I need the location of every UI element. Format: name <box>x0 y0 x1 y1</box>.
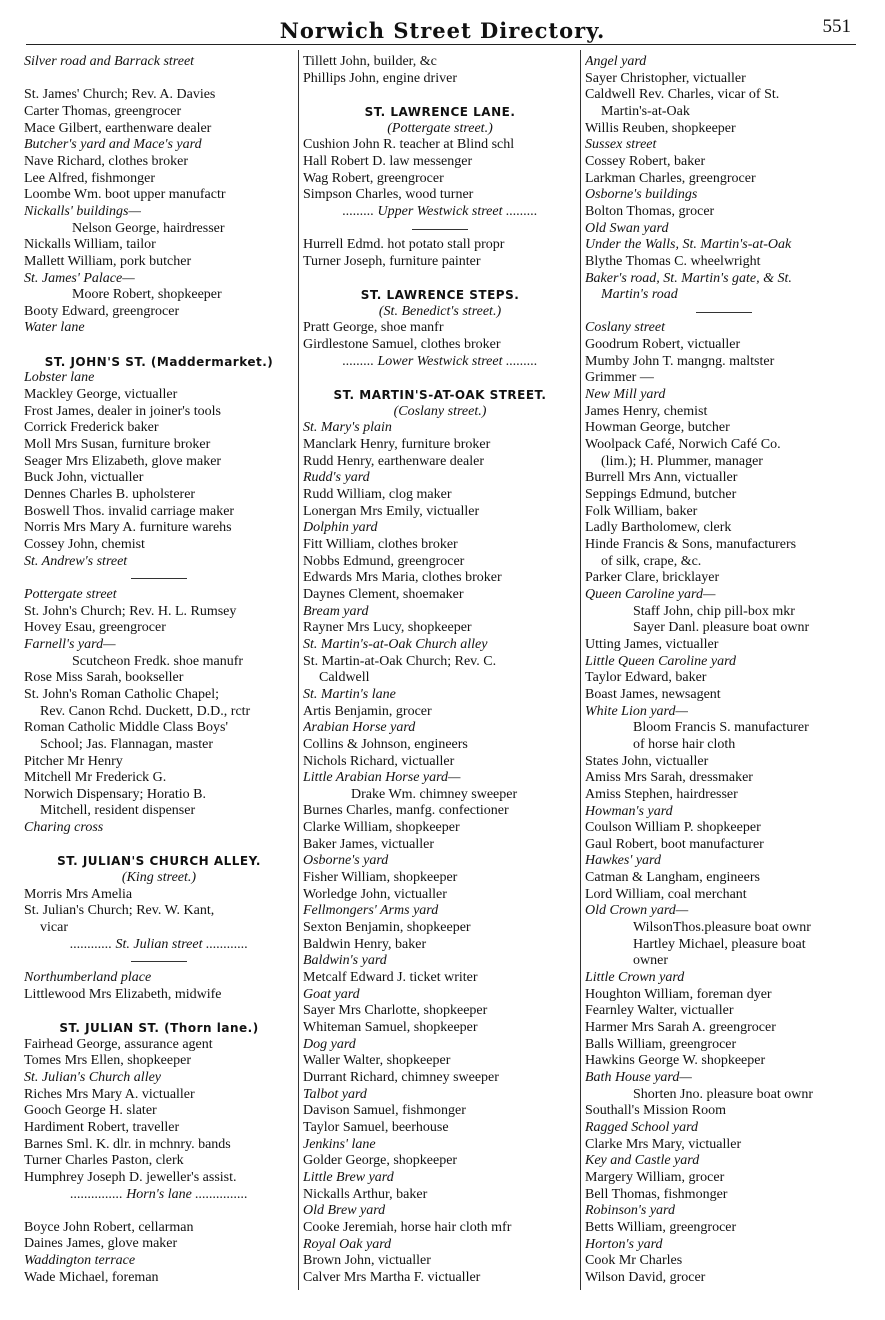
directory-entry: Margery William, grocer <box>585 1169 725 1185</box>
directory-entry: Nobbs Edmund, greengrocer <box>303 553 465 569</box>
directory-entry: Burrell Mrs Ann, victualler <box>585 470 738 486</box>
directory-entry: St. Martin-at-Oak Church; Rev. C. <box>303 653 497 669</box>
directory-entry: Boyce John Robert, cellarman <box>24 1219 194 1235</box>
street-label: Rudd's yard <box>303 470 370 486</box>
directory-entry: Cossey John, chemist <box>24 537 145 552</box>
directory-entry: Pratt George, shoe manfr <box>303 320 444 336</box>
column-divider <box>298 50 299 1290</box>
directory-entry: Cossey Robert, baker <box>585 153 706 169</box>
directory-entry: Caldwell Rev. Charles, vicar of St. <box>585 87 780 103</box>
directory-entry-indented: WilsonThos.pleasure boat ownr <box>633 920 811 936</box>
street-label: Horton's yard <box>585 1236 663 1252</box>
section-heading: ST. MARTIN'S-AT-OAK STREET. <box>333 388 547 403</box>
directory-entry: Calver Mrs Martha F. victualler <box>303 1269 481 1285</box>
directory-column-2 <box>303 54 577 1294</box>
directory-entry: Rudd Henry, earthenware dealer <box>303 453 485 469</box>
directory-entry-indented: of horse hair cloth <box>633 736 736 752</box>
directory-entry: Phillips John, engine driver <box>303 70 457 86</box>
directory-entry: Tomes Mrs Ellen, shopkeeper <box>24 1053 191 1069</box>
directory-entry: Mallett William, pork butcher <box>24 253 192 269</box>
street-label: Baldwin's yard <box>303 953 387 969</box>
directory-entry: Balls William, greengrocer <box>585 1036 737 1052</box>
directory-entry: Mace Gilbert, earthenware dealer <box>24 120 212 136</box>
section-subheading: (King street.) <box>121 870 197 886</box>
street-label: Pottergate street <box>24 586 117 602</box>
street-label: Queen Caroline yard— <box>585 586 716 602</box>
directory-entry: Cushion John R. teacher at Blind schl <box>303 137 515 153</box>
directory-entry: Fisher William, shopkeeper <box>303 870 458 886</box>
street-label: St. Julian's Church alley <box>24 1069 162 1085</box>
directory-entry: Bolton Thomas, grocer <box>585 203 715 219</box>
cross-street-label: ............... Horn's lane ............... <box>70 1186 248 1202</box>
street-label: Little Queen Caroline yard <box>585 653 736 669</box>
directory-entry: Daynes Clement, shoemaker <box>303 586 464 602</box>
street-label: Under the Walls, St. Martin's-at-Oak <box>585 237 792 253</box>
directory-entry: St. Julian's Church; Rev. W. Kant, <box>24 903 215 919</box>
street-label: New Mill yard <box>585 387 666 403</box>
street-label: Dolphin yard <box>303 520 378 536</box>
section-heading: ST. LAWRENCE LANE. <box>364 104 516 119</box>
directory-entry: Utting James, victualler <box>585 636 719 652</box>
directory-entry: Blythe Thomas C. wheelwright <box>585 253 761 269</box>
street-label: White Lion yard— <box>585 703 688 719</box>
street-label: Howman's yard <box>585 803 673 819</box>
directory-entry-indented: Drake Wm. chimney sweeper <box>351 786 518 802</box>
directory-entry: Mackley George, victualler <box>24 387 178 403</box>
directory-entry: Collins & Johnson, engineers <box>303 736 468 752</box>
directory-entry: Humphrey Joseph D. jeweller's assist. <box>24 1169 237 1185</box>
entry-continuation: of silk, crape, &c. <box>601 553 702 569</box>
directory-entry: Catman & Langham, engineers <box>585 870 760 886</box>
directory-entry: Morris Mrs Amelia <box>24 886 133 902</box>
street-label: Key and Castle yard <box>585 1153 700 1169</box>
street-label: Osborne's buildings <box>585 187 698 203</box>
directory-entry: Grimmer — <box>585 370 654 386</box>
directory-entry: Bell Thomas, fishmonger <box>585 1186 728 1202</box>
directory-entry: Lee Alfred, fishmonger <box>24 170 156 186</box>
street-label: Baker's road, St. Martin's gate, & St. <box>585 270 792 286</box>
directory-entry: Girdlestone Samuel, clothes broker <box>303 337 501 353</box>
directory-entry: Daines James, glove maker <box>24 1236 178 1252</box>
directory-entry: Hawkins George W. shopkeeper <box>585 1053 766 1069</box>
directory-entry: Wade Michael, foreman <box>24 1269 159 1285</box>
directory-entry: Turner Joseph, furniture painter <box>303 253 481 269</box>
directory-entry-indented: owner <box>633 953 668 969</box>
street-label: Little Brew yard <box>303 1169 394 1185</box>
directory-entry: Rudd William, clog maker <box>303 487 452 502</box>
street-label: Royal Oak yard <box>303 1236 392 1252</box>
directory-entry: Boswell Thos. invalid carriage maker <box>24 503 235 519</box>
directory-entry-indented: Shorten Jno. pleasure boat ownr <box>633 1086 814 1102</box>
directory-entry: Coulson William P. shopkeeper <box>585 820 761 836</box>
directory-entry: Dennes Charles B. upholsterer <box>24 487 196 503</box>
directory-entry: Metcalf Edward J. ticket writer <box>303 970 478 986</box>
street-label: St. Andrew's street <box>24 553 128 569</box>
directory-entry: Waller Walter, shopkeeper <box>303 1053 451 1069</box>
directory-entry: Willis Reuben, shopkeeper <box>585 120 736 136</box>
section-heading: ST. JULIAN ST. (Thorn lane.) <box>59 1020 259 1035</box>
directory-entry: Brown John, victualler <box>303 1253 431 1269</box>
spacer <box>24 1203 294 1220</box>
directory-entry: Simpson Charles, wood turner <box>303 187 474 203</box>
street-label: Bath House yard— <box>585 1070 692 1086</box>
directory-entry: Carter Thomas, greengrocer <box>24 103 182 119</box>
directory-entry: Seppings Edmund, butcher <box>585 487 737 503</box>
directory-entry: Cooke Jeremiah, horse hair cloth mfr <box>303 1219 512 1235</box>
directory-entry-indented: Nelson George, hairdresser <box>72 220 225 236</box>
page-number: 551 <box>822 16 851 37</box>
page-title: Norwich Street Directory. <box>279 18 606 43</box>
directory-entry: Parker Clare, bricklayer <box>585 570 720 586</box>
directory-entry: St. John's Roman Catholic Chapel; <box>24 686 220 702</box>
section-divider <box>303 221 577 238</box>
directory-entry: Mumby John T. mangng. maltster <box>585 353 775 369</box>
street-label: Ragged School yard <box>585 1119 699 1135</box>
directory-entry: Southall's Mission Room <box>585 1103 726 1119</box>
directory-entry: Clarke William, shopkeeper <box>303 820 460 836</box>
street-label: Little Arabian Horse yard— <box>303 770 461 786</box>
directory-entry: Nichols Richard, victualler <box>303 753 455 769</box>
street-label: Northumberland place <box>24 970 152 986</box>
street-label: Osborne's yard <box>303 853 389 869</box>
directory-entry: Taylor Samuel, beerhouse <box>303 1119 449 1135</box>
section-divider <box>585 304 863 321</box>
directory-entry: St. James' Church; Rev. A. Davies <box>24 87 216 103</box>
street-label: Old Swan yard <box>585 220 669 236</box>
street-label: Hawkes' yard <box>585 853 661 869</box>
directory-entry: Hovey Esau, greengrocer <box>24 620 166 636</box>
entry-continuation: Rev. Canon Rchd. Duckett, D.D., rctr <box>40 703 251 719</box>
directory-entry-indented: Scutcheon Fredk. shoe manufr <box>72 653 244 669</box>
directory-entry: St. John's Church; Rev. H. L. Rumsey <box>24 603 237 619</box>
spacer <box>303 370 577 387</box>
street-label: Lobster lane <box>24 370 95 386</box>
directory-entry: Sayer Mrs Charlotte, shopkeeper <box>303 1003 488 1019</box>
directory-entry: Boast James, newsagent <box>585 686 721 702</box>
header-rule <box>26 44 856 45</box>
section-subheading: (Coslany street.) <box>393 403 487 419</box>
directory-entry: Hinde Francis & Sons, manufacturers <box>585 537 797 553</box>
directory-entry: Tillett John, builder, &c <box>303 54 437 69</box>
directory-entry: Baldwin Henry, baker <box>303 936 427 952</box>
directory-entry: Ladly Bartholomew, clerk <box>585 520 732 536</box>
directory-entry: Folk William, baker <box>585 503 698 519</box>
directory-entry: Durrant Richard, chimney sweeper <box>303 1069 499 1085</box>
street-label: St. Martin's lane <box>303 686 396 702</box>
street-label: St. James' Palace— <box>24 270 135 286</box>
directory-entry: Barnes Sml. K. dlr. in mchnry. bands <box>24 1136 231 1152</box>
street-label: Goat yard <box>303 986 360 1002</box>
directory-entry-indented: Bloom Francis S. manufacturer <box>633 720 809 736</box>
directory-entry: Nave Richard, clothes broker <box>24 153 189 169</box>
directory-entry: Littlewood Mrs Elizabeth, midwife <box>24 986 222 1002</box>
street-label: Fellmongers' Arms yard <box>303 903 439 919</box>
directory-entry: Roman Catholic Middle Class Boys' <box>24 720 228 736</box>
directory-entry: Turner Charles Paston, clerk <box>24 1153 184 1169</box>
street-label: Butcher's yard and Mace's yard <box>24 137 202 153</box>
directory-entry: Mitchell Mr Frederick G. <box>24 770 167 786</box>
directory-entry: Seager Mrs Elizabeth, glove maker <box>24 453 222 469</box>
directory-entry: Hall Robert D. law messenger <box>303 153 473 169</box>
page-header <box>0 14 885 42</box>
directory-entry: Fairhead George, assurance agent <box>24 1036 213 1052</box>
directory-entry: Larkman Charles, greengrocer <box>585 170 756 186</box>
street-label: Charing cross <box>24 820 104 836</box>
directory-entry: Norris Mrs Mary A. furniture warehs <box>24 520 232 536</box>
entry-continuation: School; Jas. Flannagan, master <box>40 736 214 752</box>
street-label: St. Mary's plain <box>303 420 392 436</box>
section-subheading: (Pottergate street.) <box>387 120 493 136</box>
directory-entry: Norwich Dispensary; Horatio B. <box>24 786 206 802</box>
directory-entry: Howman George, butcher <box>585 420 730 436</box>
directory-entry: Frost James, dealer in joiner's tools <box>24 403 221 419</box>
entry-continuation: Mitchell, resident dispenser <box>40 803 196 819</box>
directory-entry: Betts William, greengrocer <box>585 1219 737 1235</box>
directory-entry: Rose Miss Sarah, bookseller <box>24 670 184 686</box>
street-label: Old Brew yard <box>303 1203 386 1219</box>
street-label: Jenkins' lane <box>303 1136 376 1152</box>
directory-entry: Amiss Mrs Sarah, dressmaker <box>585 770 753 786</box>
spacer <box>24 1003 294 1020</box>
directory-entry: Burnes Charles, manfg. confectioner <box>303 803 509 819</box>
section-subheading: (St. Benedict's street.) <box>378 303 502 319</box>
directory-entry: Buck John, victualler <box>24 470 144 486</box>
street-label: Angel yard <box>585 54 647 69</box>
directory-entry: Booty Edward, greengrocer <box>24 303 180 319</box>
directory-entry: Wag Robert, greengrocer <box>303 170 444 186</box>
street-label: St. Martin's-at-Oak Church alley <box>303 636 488 652</box>
directory-entry: Loombe Wm. boot upper manufactr <box>24 187 226 203</box>
entry-continuation: Martin's-at-Oak <box>601 103 690 119</box>
directory-entry: Houghton William, foreman dyer <box>585 986 772 1002</box>
street-label: Arabian Horse yard <box>303 720 416 736</box>
directory-entry-indented: Hartley Michael, pleasure boat <box>633 936 806 952</box>
directory-entry: Sayer Christopher, victualler <box>585 70 746 86</box>
street-label: Silver road and Barrack street <box>24 54 195 69</box>
directory-entry: Worledge John, victualler <box>303 886 447 902</box>
directory-entry-indented: Moore Robert, shopkeeper <box>72 287 222 303</box>
directory-entry: Nickalls William, tailor <box>24 237 156 253</box>
section-heading: ST. JOHN'S ST. (Maddermarket.) <box>44 354 274 369</box>
directory-entry-indented: Sayer Danl. pleasure boat ownr <box>633 620 810 636</box>
directory-entry: Cook Mr Charles <box>585 1253 683 1269</box>
directory-entry: Harmer Mrs Sarah A. greengrocer <box>585 1020 776 1036</box>
spacer <box>303 271 577 288</box>
directory-entry: Lord William, coal merchant <box>585 886 747 902</box>
street-label: Martin's road <box>601 287 678 303</box>
directory-entry: Davison Samuel, fishmonger <box>303 1103 466 1119</box>
spacer <box>24 337 294 354</box>
directory-column-3 <box>585 54 863 1294</box>
street-label: Nickalls' buildings— <box>24 203 141 219</box>
directory-entry: Corrick Frederick baker <box>24 420 159 436</box>
directory-entry: Nickalls Arthur, baker <box>303 1186 428 1202</box>
cross-street-label: ......... Lower Westwick street ......... <box>342 353 538 369</box>
street-label: Waddington terrace <box>24 1253 136 1269</box>
entry-continuation: vicar <box>40 920 68 936</box>
section-divider <box>24 953 294 970</box>
directory-entry-indented: Staff John, chip pill-box mkr <box>633 603 795 619</box>
street-label: Bream yard <box>303 603 369 619</box>
directory-entry: James Henry, chemist <box>585 403 708 419</box>
street-label: Sussex street <box>585 137 657 153</box>
directory-entry: Pitcher Mr Henry <box>24 753 123 769</box>
directory-entry: Clarke Mrs Mary, victualler <box>585 1136 742 1152</box>
section-heading: ST. LAWRENCE STEPS. <box>360 288 520 303</box>
spacer <box>24 837 294 854</box>
directory-entry: Hardiment Robert, traveller <box>24 1119 180 1135</box>
directory-entry: Fearnley Walter, victualler <box>585 1003 734 1019</box>
directory-entry: Whiteman Samuel, shopkeeper <box>303 1020 478 1035</box>
directory-entry: Rayner Mrs Lucy, shopkeeper <box>303 620 472 636</box>
directory-entry: States John, victualler <box>585 753 709 769</box>
directory-entry: Manclark Henry, furniture broker <box>303 437 491 453</box>
directory-entry: Amiss Stephen, hairdresser <box>585 786 738 802</box>
street-label: Water lane <box>24 320 85 336</box>
street-label: Old Crown yard— <box>585 903 689 919</box>
street-label: Farnell's yard— <box>24 636 116 652</box>
column-divider <box>580 50 581 1290</box>
directory-entry: Artis Benjamin, grocer <box>303 703 432 719</box>
cross-street-label: ............ St. Julian street ............ <box>70 936 248 952</box>
directory-entry: Golder George, shopkeeper <box>303 1153 458 1169</box>
directory-entry: Edwards Mrs Maria, clothes broker <box>303 570 502 586</box>
directory-entry: Lonergan Mrs Emily, victualler <box>303 503 480 519</box>
directory-entry: Moll Mrs Susan, furniture broker <box>24 437 211 453</box>
street-label: Little Crown yard <box>585 970 685 986</box>
directory-entry: Woolpack Café, Norwich Café Co. <box>585 437 781 453</box>
directory-entry: Riches Mrs Mary A. victualler <box>24 1086 195 1102</box>
street-label: Coslany street <box>585 320 665 336</box>
street-label: Talbot yard <box>303 1086 367 1102</box>
directory-entry: Taylor Edward, baker <box>585 670 707 686</box>
directory-entry: Goodrum Robert, victualler <box>585 337 741 353</box>
spacer <box>24 71 294 88</box>
entry-continuation: (lim.); H. Plummer, manager <box>601 453 763 469</box>
street-label: Robinson's yard <box>585 1203 675 1219</box>
directory-entry: Sexton Benjamin, shopkeeper <box>303 920 471 936</box>
directory-column-1 <box>24 54 294 1294</box>
directory-entry: Gooch George H. slater <box>24 1103 157 1119</box>
section-divider <box>24 570 294 587</box>
directory-entry: Fitt William, clothes broker <box>303 536 458 552</box>
spacer <box>303 87 577 104</box>
entry-continuation: Caldwell <box>319 670 370 686</box>
section-heading: ST. JULIAN'S CHURCH ALLEY. <box>57 854 261 869</box>
directory-entry: Wilson David, grocer <box>585 1269 706 1285</box>
street-label: Dog yard <box>303 1036 356 1052</box>
directory-entry: Baker James, victualler <box>303 836 435 852</box>
cross-street-label: ......... Upper Westwick street ......... <box>342 203 538 219</box>
directory-entry: Hurrell Edmd. hot potato stall propr <box>303 237 505 253</box>
directory-entry: Gaul Robert, boot manufacturer <box>585 836 764 852</box>
